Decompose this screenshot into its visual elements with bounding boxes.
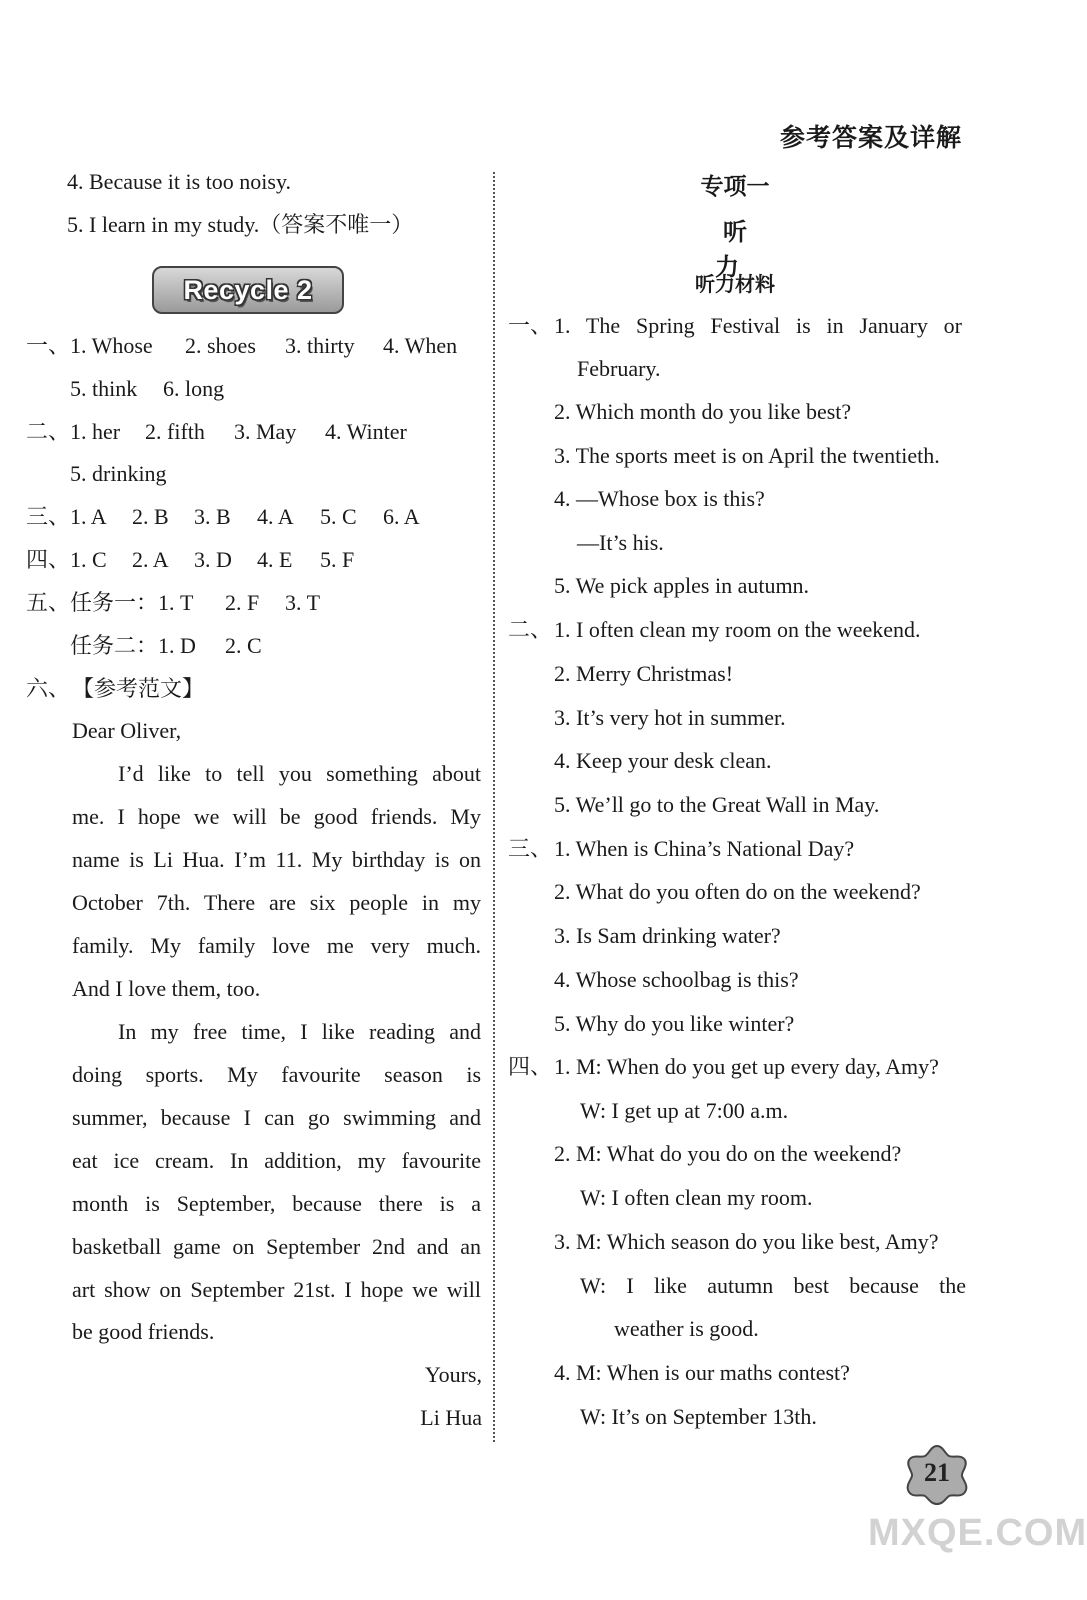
- letter-line: And I love them, too.: [72, 976, 261, 1001]
- answer-item: 1. Whose: [70, 333, 153, 358]
- listening-line: 2. Which month do you like best?: [554, 399, 852, 424]
- listening-line: 4. M: When is our maths contest?: [554, 1360, 850, 1385]
- listening-label-3: 三、: [508, 836, 553, 861]
- answer-item: 5. think: [70, 376, 138, 401]
- answer-item: 2. shoes: [185, 333, 256, 358]
- letter-signature: Li Hua: [420, 1405, 482, 1430]
- answer-item: 5. drinking: [70, 461, 167, 486]
- letter-closing: Yours,: [424, 1362, 482, 1387]
- answer-item: 6. A: [383, 504, 420, 529]
- left-intro-line-4: 4. Because it is too noisy.: [67, 169, 292, 194]
- letter-line: name is Li Hua. I’m 11. My birthday is on: [72, 847, 481, 872]
- answer-item: 2. C: [225, 633, 262, 658]
- letter-line: basketball game on September 2nd and an: [72, 1234, 481, 1259]
- answer-item: 5. F: [320, 547, 355, 572]
- listening-label-2: 二、: [508, 617, 553, 642]
- listening-line: 2. What do you often do on the weekend?: [554, 879, 921, 904]
- intro-answer: 5. I learn in my study.: [67, 212, 260, 237]
- answer-item: 3. T: [285, 590, 321, 615]
- answer-label-6: 六、: [26, 676, 71, 701]
- recycle-badge-label: Recycle 2: [183, 274, 313, 305]
- listening-line: 4. —Whose box is this?: [554, 486, 765, 511]
- answer-item: 2. F: [225, 590, 260, 615]
- answer-item: 6. long: [163, 376, 225, 401]
- listening-line: 2. M: What do you do on the weekend?: [554, 1141, 902, 1166]
- answer-item: 4. Winter: [325, 419, 407, 444]
- answer-item: 1. A: [70, 504, 107, 529]
- recycle-badge: [152, 266, 344, 314]
- section-title: 专项一: [700, 174, 770, 199]
- listening-line: W: I often clean my room.: [580, 1185, 813, 1210]
- answer-item: 3. D: [194, 547, 232, 572]
- answer-label-4: 四、: [26, 547, 71, 572]
- listening-line: 3. M: Which season do you like best, Amy?: [554, 1229, 939, 1254]
- letter-line: be good friends.: [72, 1319, 215, 1344]
- letter-line: month is September, because there is a: [72, 1191, 481, 1216]
- listening-line: 4. Whose schoolbag is this?: [554, 967, 799, 992]
- subsection-title: 听 力: [715, 220, 763, 281]
- sample-essay-tag: 【参考范文】: [72, 676, 205, 701]
- answer-item: 4. E: [257, 547, 293, 572]
- page-number-badge: [905, 1442, 969, 1504]
- answer-item: 任务二：1. D: [70, 633, 196, 658]
- listening-line: 1. When is China’s National Day?: [554, 836, 855, 861]
- listening-line: weather is good.: [614, 1316, 759, 1341]
- answer-item: 2. fifth: [145, 419, 205, 444]
- letter-line: family. My family love me very much.: [72, 933, 481, 958]
- listening-line: 1. I often clean my room on the weekend.: [554, 617, 921, 642]
- answer-item: 4. A: [257, 504, 294, 529]
- listening-line: 2. Merry Christmas!: [554, 661, 734, 686]
- answer-item: 3. thirty: [285, 333, 355, 358]
- listening-line: —It’s his.: [577, 530, 664, 555]
- letter-line: eat ice cream. In addition, my favourite: [72, 1148, 481, 1173]
- listening-line: February.: [577, 356, 661, 381]
- listening-label-4: 四、: [508, 1054, 553, 1079]
- letter-salutation: Dear Oliver,: [72, 718, 182, 743]
- answer-item: 1. her: [70, 419, 121, 444]
- intro-note: （答案不唯一）: [259, 212, 414, 237]
- listening-line: 1. M: When do you get up every day, Amy?: [554, 1054, 939, 1079]
- listening-line: 1. The Spring Festival is in January or: [554, 313, 962, 338]
- letter-line: summer, because I can go swimming and: [72, 1105, 481, 1130]
- left-intro-line-5: [67, 210, 413, 240]
- listening-label-1: 一、: [508, 313, 553, 338]
- page-header-title: 参考答案及详解: [779, 125, 962, 152]
- answer-item: 3. B: [194, 504, 231, 529]
- letter-line: doing sports. My favourite season is: [72, 1062, 481, 1087]
- material-title: 听力材料: [695, 274, 775, 296]
- listening-line: 3. It’s very hot in summer.: [554, 705, 786, 730]
- listening-line: 3. Is Sam drinking water?: [554, 923, 781, 948]
- listening-line: 4. Keep your desk clean.: [554, 748, 772, 773]
- answer-label-1: 一、: [26, 333, 71, 358]
- answer-item: 2. A: [132, 547, 169, 572]
- listening-line: 5. We’ll go to the Great Wall in May.: [554, 792, 880, 817]
- answer-item: 3. May: [234, 419, 297, 444]
- answer-item: 5. C: [320, 504, 357, 529]
- watermark-text: MXQE.COM: [868, 1512, 1087, 1554]
- listening-line: 3. The sports meet is on April the twentieth.: [554, 443, 940, 468]
- answer-item: 任务一：1. T: [70, 590, 194, 615]
- answer-item: 2. B: [132, 504, 169, 529]
- letter-line: October 7th. There are six people in my: [72, 890, 481, 915]
- listening-line: W: It’s on September 13th.: [580, 1404, 817, 1429]
- column-divider: [493, 172, 495, 1442]
- listening-line: W: I like autumn best because the: [580, 1273, 966, 1298]
- answer-item: 1. C: [70, 547, 107, 572]
- letter-line: In my free time, I like reading and: [118, 1019, 481, 1044]
- answer-label-3: 三、: [26, 504, 71, 529]
- answer-label-5: 五、: [26, 590, 71, 615]
- page-number: 21: [924, 1458, 950, 1487]
- letter-line: me. I hope we will be good friends. My: [72, 804, 481, 829]
- listening-line: W: I get up at 7:00 a.m.: [580, 1098, 789, 1123]
- letter-line: art show on September 21st. I hope we will: [72, 1277, 481, 1302]
- listening-line: 5. We pick apples in autumn.: [554, 573, 810, 598]
- answer-label-2: 二、: [26, 419, 71, 444]
- listening-line: 5. Why do you like winter?: [554, 1011, 795, 1036]
- letter-line: I’d like to tell you something about: [118, 761, 481, 786]
- answer-item: 4. When: [383, 333, 458, 358]
